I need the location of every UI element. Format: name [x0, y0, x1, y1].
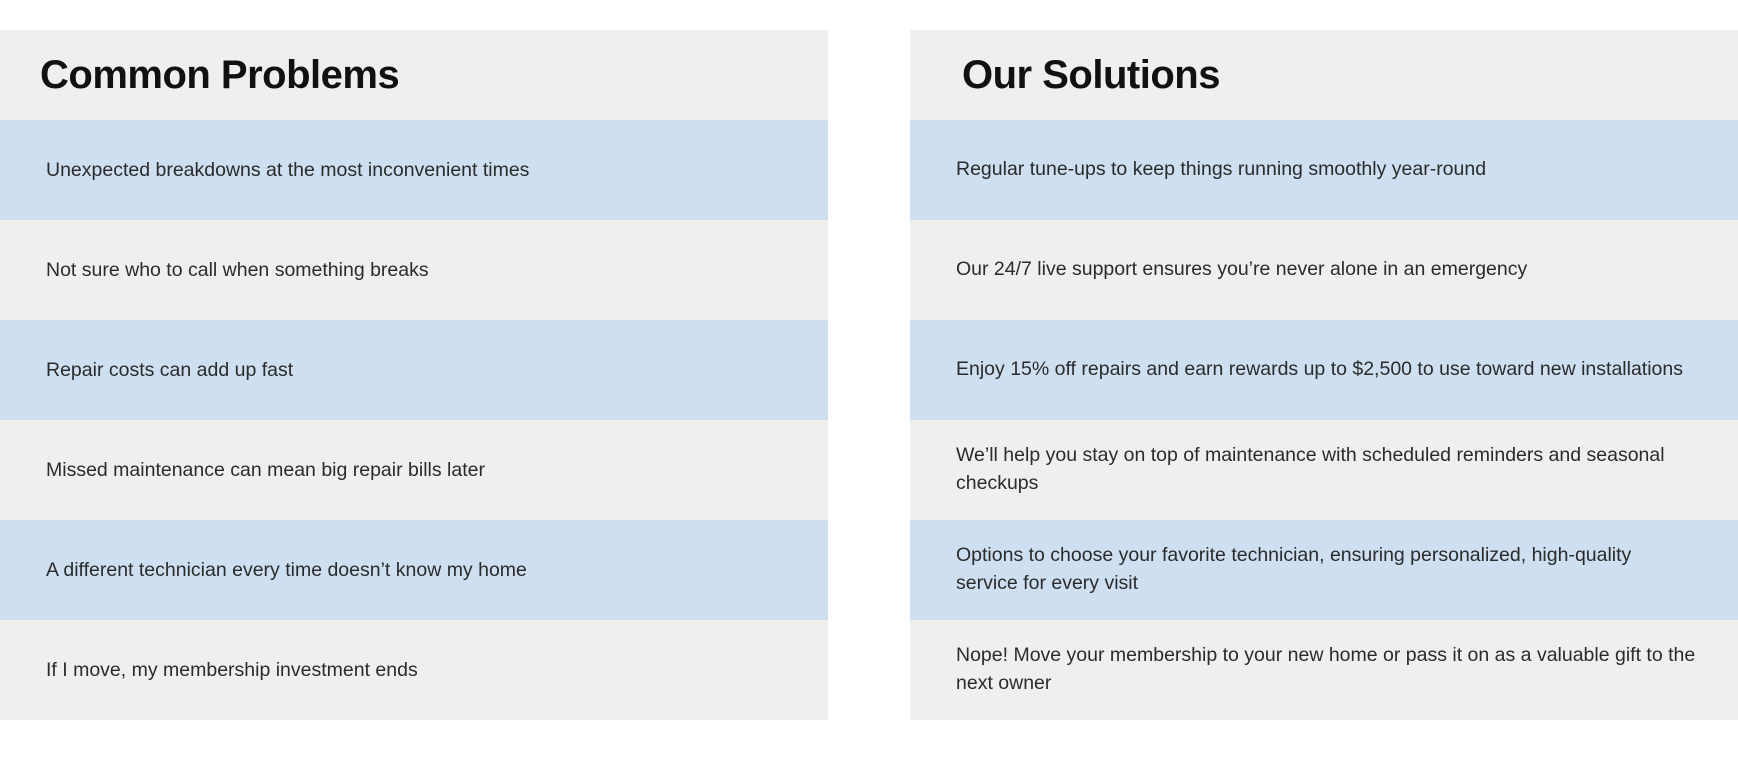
solution-row-6-text: Nope! Move your membership to your new home or pass it on as a valuable gift to the next owner	[956, 644, 1696, 694]
column-common-problems	[0, 30, 828, 720]
problem-row-1	[0, 120, 828, 220]
problem-row-2-text: Not sure who to call when something breaks	[46, 258, 429, 281]
solution-row-5	[910, 520, 1738, 620]
column-title-problems: Common Problems	[40, 53, 400, 97]
solution-row-2-text: Our 24/7 live support ensures you’re never alone in an emergency	[956, 258, 1528, 281]
solution-row-4	[910, 420, 1738, 520]
problem-row-1-text: Unexpected breakdowns at the most inconvenient times	[46, 158, 530, 181]
solution-row-6	[910, 620, 1738, 720]
solution-row-1-text: Regular tune-ups to keep things running smoothly year-round	[956, 158, 1487, 181]
column-our-solutions	[910, 30, 1738, 720]
solution-row-3-text: Enjoy 15% off repairs and earn rewards up to $2,500 to use toward new installations	[956, 358, 1683, 381]
problem-row-6-text: If I move, my membership investment ends	[46, 658, 418, 681]
solution-row-1	[910, 120, 1738, 220]
problem-row-4-text: Missed maintenance can mean big repair bills later	[46, 458, 485, 481]
solution-row-4-text: We’ll help you stay on top of maintenance with scheduled reminders and seasonal checkups	[956, 444, 1665, 494]
column-title-solutions: Our Solutions	[962, 53, 1220, 97]
solution-row-2	[910, 220, 1738, 320]
solution-row-5-text: Options to choose your favorite technician, ensuring personalized, high-quality service for every visit	[956, 544, 1632, 594]
column-header-solutions	[910, 30, 1738, 120]
solution-row-3	[910, 320, 1738, 420]
solutions-row-list	[910, 120, 1738, 720]
problem-row-2	[0, 220, 828, 320]
problem-row-3-text: Repair costs can add up fast	[46, 358, 294, 381]
column-header-problems	[0, 30, 828, 120]
problem-row-5-text: A different technician every time doesn’t know my home	[46, 558, 527, 581]
problem-row-5	[0, 520, 828, 620]
problem-row-3	[0, 320, 828, 420]
problem-row-4	[0, 420, 828, 520]
problems-row-list	[0, 120, 828, 720]
problem-row-6	[0, 620, 828, 720]
